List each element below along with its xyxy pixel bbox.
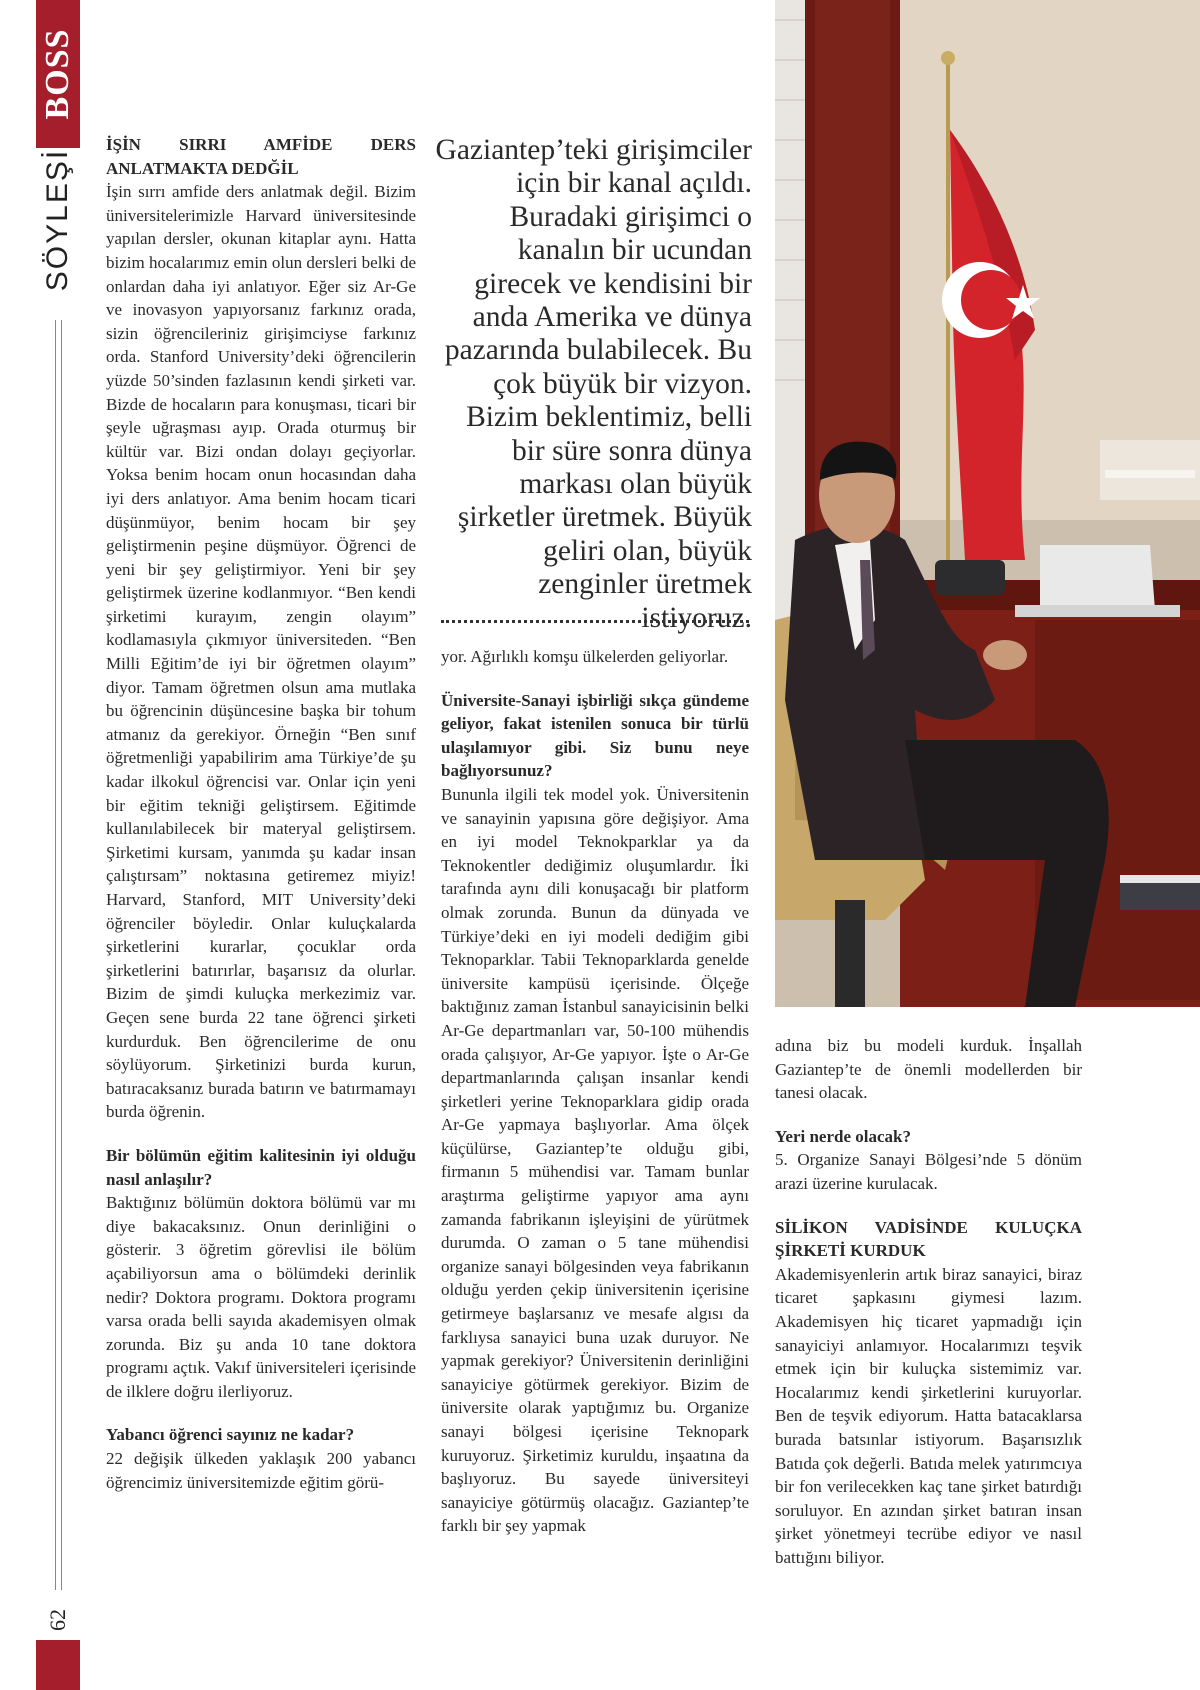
paragraph: yor. Ağırlıklı komşu ülkelerden geliyorlar. <box>441 647 729 666</box>
subheading: İŞİN SIRRI AMFİDE DERS ANLATMAKTA DEDĞİL <box>106 135 416 178</box>
article-section-4 <box>441 689 749 1538</box>
brand-block <box>36 0 80 148</box>
section-label: SÖYLEŞİ <box>41 148 74 292</box>
paragraph: 22 değişik ülkeden yaklaşık 200 yabancı öğrencimiz üniversitemizde eğitim görü- <box>106 1449 416 1492</box>
paragraph: İşin sırrı amfide ders anlatmak değil. Bizim üniversitelerimizle Harvard üniversitesinde yapılan dersler, okunan kitaplar aynı. Hatta bizim hocalarımız emin olun dersleri belki de onlardan daha iyi anlatıyor. Eğer siz Ar-Ge ve inovasyon yapıyorsanız farkınız orada, sizin öğrencileriniz girişimciyse farkınız orda. Stanford University’deki öğrencilerin yüzde 50’sinden fazlasının kendi şirketi var. Bizde de hocaların para konuşması, ticari bir şeyle uğraşması ayıp. Orada oturmuş bir kültür var. Bizi ondan dolayı geçiyorlar. Yoksa benim hocam onun hocasından daha iyi ders anlatıyor. Ama benim hocam ticari düşünmüyor, benim hocam bir şey geliştirmenin peşine düşmüyor. Öğrenci de yeni bir şey geliştirmiyor. Yeni bir şey geliştirmek üzerine kodlanmıyor. “Ben kendi şirketimi kurayım, zengin olayım” kodlamasıyla çıkmıyor üniversiteden. “Ben Milli Eğitim’de iyi bir öğretmen olayım” diyor. Tamam öğretmen olsun ama mutlaka bu öğrencinin düşüncesine başka bir tohum atmanız da gerekiyor. Örneğin “Ben sınıf öğretmenliği yapabilirim ama Türkiye’de şu kadar ilkokul öğrencisi var. Onlar için yeni bir eğitim tekniği geliştirsem. Eğitimde kullanılabilecek bir materyal geliştirsem. Şirketimi kursam, yanımda şu kadar insan çalıştırsam” noktasına getiremez miyiz! Harvard, Stanford, MIT University’deki öğrenciler böyledir. Onlar kuluçkalarda şirketlerini kurarlar, çocuklar orda şirketlerini batırırlar, başarısız da olurlar. Bizim de şimdi kuluçka merkezimiz var. Geçen sene burda 22 tane öğrenci şirketi kurdurduk. Ben öğrencilerime de onu söylüyorum. Şirketinizi burda kurun, batıracaksanız burada batırın ve batırmamayı burda öğrenin. <box>106 182 416 1122</box>
subheading: SİLİKON VADİSİNDE KULUÇKA ŞİRKETİ KURDUK <box>775 1217 1082 1261</box>
question: Yabancı öğrenci sayınız ne kadar? <box>106 1425 355 1445</box>
question: Yeri nerde olacak? <box>775 1126 911 1146</box>
footer-block <box>36 1640 80 1690</box>
article-column-3 <box>775 1034 1082 1589</box>
article-section-6 <box>775 1216 1082 1570</box>
article-column-2 <box>441 645 749 1558</box>
page-spine <box>0 0 80 1690</box>
office-photo-illustration <box>775 0 1200 1007</box>
paragraph: 5. Organize Sanayi Bölgesi’nde 5 dönüm arazi üzerine kurulacak. <box>775 1150 1082 1193</box>
paragraph: Bununla ilgili tek model yok. Üniversitenin ve sanayinin yapısına göre değişiyor. Ama en iyi model Teknokparklar ya da Teknokentler dediğimiz oluşumlardır. İki tarafında aynı dili konuşacağı bir platform olmak zorunda. Bunun da dünyada ve Türkiye’deki en iyi modeli dediğim gibi Teknoparklar. Tabii Teknoparklarda genelde üniversite kampüsü içerisinde. Ölçeğe baktığınız zaman İstanbul sanayicisinin belki Ar-Ge departmanları var, 50-100 mühendis orada çalışıyor, Ar-Ge yapıyor. İşte o Ar-Ge departmanlarında çalışan insanlar kendi şirketleri yerine Teknoparklara gidip orada Ar-Ge yapmaya başlıyorlar. Ama ölçek küçülürse, Gaziantep’te olduğu gibi, firmanın 5 mühendisi var. Tamam bunlar araştırma geliştirme yapıyor ama aynı zamanda fabrikanın işleyişini de yürütmek durumda. O zaman o 5 tane mühendisi organize sanayi bölgesinden veya fabrikanın olduğu yerden çekip üniversitenin içerisine getirmeye başlarsanız ve mesafe algısı da farklıysa sanayici buna uzak duruyor. Ne yapmak gerekiyor? Üniversitenin derinliğini sanayiciye götürmek gerekiyor. Bizim de üniversite olarak yaptığımız bu. Organize sanayi bölgesi içerisine Teknopark kuruyoruz. Şirketimiz kuruldu, inşaatına da başlıyoruz. Bu sayede üniversiteyi sanayiciye götürmüş olacağız. Gaziantep’te farklı bir şey yapmak <box>441 784 749 1536</box>
page-number: 62 <box>45 1609 70 1631</box>
article-section-1 <box>106 133 416 1124</box>
pull-quote: Gaziantep’teki girişimciler için bir kanal açıldı. Buradaki girişimci o kanalın bir ucundan girecek ve kendisini bir anda Amerika ve dünya pazarında bulabilecek. Bu çok büyük bir vizyon. Bizim beklentimiz, belli bir süre sonra dünya markası olan büyük şirketler üretmek. Büyük geliri olan, büyük zenginler üretmek istiyoruz. <box>435 134 752 634</box>
paragraph: Akademisyenlerin artık biraz sanayici, biraz ticaret şapkasını giymesi lazım. Akademisyen hiç ticaret yapmadığı için sanayiciyi anlamıyor. Hocalarımızı teşvik etmek için bir kuluçka sistemimiz var. Hocalarımız kendi şirketlerini kuruyorlar. Ben de teşvik ediyorum. Hatta batacaklarsa burada batsınlar istiyorum. Başarısızlık Batıda çok değerli. Batıda melek yatırımcıya bir fon verilecekken kaç tane şirket batırdığı soruluyor. En azından şirket batıran insan şirket yönetmeyi tecrübe ediyor ve nasıl battığını biliyor. <box>775 1264 1082 1567</box>
brand-logo: BOSS <box>39 28 76 120</box>
article-section-5 <box>775 1125 1082 1196</box>
interview-photo <box>775 0 1200 1007</box>
spine-rule <box>55 320 62 1590</box>
article-column-1 <box>106 133 416 1514</box>
article-section-3 <box>106 1423 416 1494</box>
question: Bir bölümün eğitim kalitesinin iyi olduğu nasıl anlaşılır? <box>106 1145 416 1189</box>
paragraph: adına biz bu modeli kurduk. İnşallah Gaziantep’te de önemli modellerden bir tanesi olacak. <box>775 1036 1082 1103</box>
paragraph: Baktığınız bölümün doktora bölümü var mı diye bakacaksınız. Onun derinliğini o gösterir. 3 öğretim görevlisi ile bölüm açabiliyorsun ama o bölümdeki derinlik nedir? Doktora programı. Doktora programı varsa orada belli sayıda akademisyen olmak zorunda. Biz şu anda 10 tane doktora programı açtık. Vakıf üniversiteleri içerisinde de ilklere doğru ilerliyoruz. <box>106 1193 416 1401</box>
question: Üniversite-Sanayi işbirliği sıkça gündeme geliyor, fakat istenilen sonuca bir türlü ulaşılamıyor gibi. Siz bunu neye bağlıyorsunuz? <box>441 690 749 781</box>
article-section-2 <box>106 1144 416 1404</box>
dotted-divider <box>441 620 749 623</box>
